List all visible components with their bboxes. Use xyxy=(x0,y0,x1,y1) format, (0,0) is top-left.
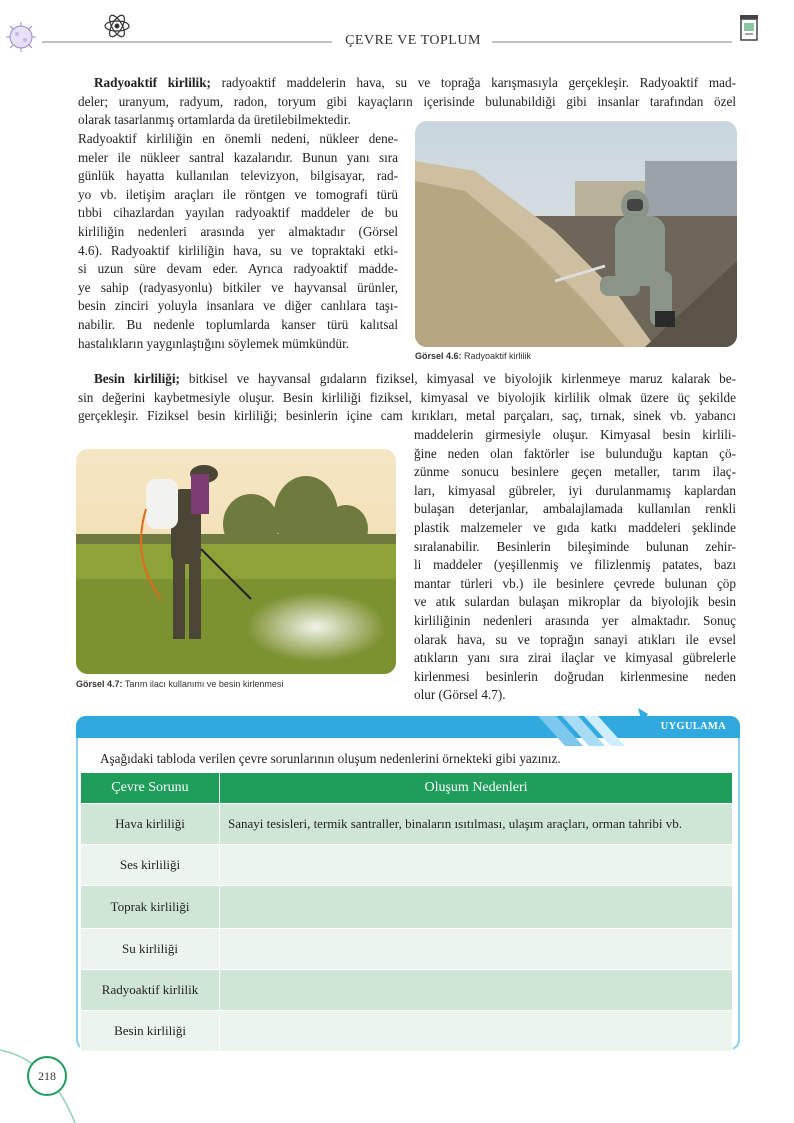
problem-cell: Toprak kirliliği xyxy=(81,886,220,929)
text-line: maddelerin girmesiyle oluşur. Kimyasal besin kirlili- xyxy=(414,427,736,442)
text-line: sıralanabilir. Besinlerin bileşiminde bulunan zehir- xyxy=(414,538,736,554)
column-header-problem: Çevre Sorunu xyxy=(81,773,220,804)
cause-cell[interactable] xyxy=(220,929,733,970)
table-row xyxy=(81,845,733,886)
text-line: kirlenmesi besinlerin doğrudan kirlenmesine neden xyxy=(414,668,736,684)
text-line: olarak hava, su ve toprağın sanayi atıkları ile evsel xyxy=(414,631,736,647)
text-line: ğine neden olan faktörler ise bulunduğu kaptan çö- xyxy=(414,445,736,461)
text-line: besin zinciri yoluyla insanlara ve diğer canlılara taşı- xyxy=(78,298,398,314)
pesticide-spraying-photo xyxy=(76,449,396,674)
text-line: gerçekleşir. Fiziksel besin kirliliği; besinlerin içine cam kırıkları, metal parçaları, saç, tırnak, sinek vb. yabancı xyxy=(78,408,736,424)
text-line: olur (Görsel 4.7). xyxy=(414,687,506,703)
cause-cell[interactable] xyxy=(220,1011,733,1052)
column-header-causes: Oluşum Nedenleri xyxy=(220,773,733,804)
photo-caption-4-7: Görsel 4.7: Tarım ilacı kullanımı ve besin kirlenmesi xyxy=(76,679,284,689)
besin-paragraph-top xyxy=(78,370,736,426)
text-line: si uzun süre devam eder. Ayrıca radyoaktif madde- xyxy=(78,261,398,277)
text-line: olarak tasarlanmış ortamlarda da üretilebilmektedir. xyxy=(78,112,351,128)
table-row xyxy=(81,804,733,845)
problem-cell: Radyoaktif kirlilik xyxy=(81,970,220,1011)
text-line: Radyoaktif kirlilik; radyoaktif maddelerin hava, su ve toprağa karışmasıyla gerçekleşir. Radyoaktif mad- xyxy=(94,75,736,90)
table-row xyxy=(81,929,733,970)
text-line: sin değerini kaybetmesiyle oluşur. Besin kirliliği fiziksel, kimyasal ve biyolojik kirlilik olmak üzere üç şekilde xyxy=(78,389,736,405)
uygulama-label: UYGULAMA xyxy=(660,721,726,732)
text-line: ve atık sulardan bulaşan mikroplar da biyolojik besin xyxy=(414,594,736,610)
text-line: plastik malzemeler ve gıda katkı maddeleri şeklinde xyxy=(414,519,736,535)
table-row xyxy=(81,886,733,929)
text-line: atıkların yanı sıra zirai ilaçlar ve kimyasal gübrelerle xyxy=(414,650,736,666)
text-line: meler ile nükleer santral kazalarıdır. Bunun yanı sıra xyxy=(78,149,398,165)
problem-cell: Ses kirliliği xyxy=(81,845,220,886)
text-line: li maddeler (yeşillenmiş ve filizlenmiş patates, bazı xyxy=(414,557,736,573)
problem-cell: Besin kirliliği xyxy=(81,1011,220,1052)
problem-cell: Su kirliliği xyxy=(81,929,220,970)
table-header-row xyxy=(81,773,733,804)
text-line: zünme sonucu besinlere geçen metaller, tarım ilaç- xyxy=(414,464,736,480)
virus-logo-icon xyxy=(2,20,40,54)
text-line: tıbbi cihazlardan yayılan radyoaktif maddeler de bu xyxy=(78,205,398,221)
text-line: bulaşan deterjanlar, ambalajlamada kullanılan renkli xyxy=(414,501,736,517)
stripe-decoration xyxy=(538,708,648,748)
atom-icon xyxy=(102,10,132,42)
text-line: kirliliğin nedenleri arasında yer almaktadır (Görsel xyxy=(78,223,398,239)
radioactive-pollution-photo xyxy=(415,121,737,347)
cause-cell: Sanayi tesisleri, termik santraller, binaların ısıtılması, ulaşım araçları, orman tahribi vb. xyxy=(220,804,733,845)
table-row xyxy=(81,970,733,1011)
text-line: kirliliğinin nedenleri arasında yer almaktadır. Sonuç xyxy=(414,612,736,628)
text-line: günlük hayatta kullanılan televizyon, bilgisayar, rad- xyxy=(78,168,398,184)
trash-bin-icon xyxy=(738,12,760,42)
text-line: nabilir. Bu nedenle toplumlarda kanser türü kalıtsal xyxy=(78,316,398,332)
page-header-title: ÇEVRE VE TOPLUM xyxy=(345,33,481,48)
problem-cell: Hava kirliliği xyxy=(81,804,220,845)
text-line: Radyoaktif kirliliğin en önemli nedeni, nükleer dene- xyxy=(78,131,398,146)
text-line: deler; uranyum, radyum, radon, toryum gibi kayaçların içerisinde bulunabildiği gibi insanlar tarafından özel xyxy=(78,93,736,109)
uygulama-instruction: Aşağıdaki tabloda verilen çevre sorunlarının oluşum nedenlerini örnekteki gibi yazınız. xyxy=(100,751,561,766)
pollution-table xyxy=(80,772,733,1052)
uygulama-header-bar xyxy=(76,716,740,738)
text-line: 4.6). Radyoaktif kirliliğin hava, su ve topraktaki etki- xyxy=(78,242,398,258)
text-line: ye sahip (radyasyonlu) bitkiler ve hayvansal ürünler, xyxy=(78,279,398,295)
cause-cell[interactable] xyxy=(220,845,733,886)
text-line: Besin kirliliği; bitkisel ve hayvansal gıdaların fiziksel, kimyasal ve biyolojik kirlenmeye maruz kalarak be- xyxy=(94,371,736,386)
text-line: ları, kimyasal gübreler, iyi durulanmamış kaplardan xyxy=(414,482,736,498)
photo-caption-4-6: Görsel 4.6: Radyoaktif kirlilik xyxy=(415,351,532,361)
page-number: 218 xyxy=(27,1056,67,1096)
besin-paragraph-column xyxy=(414,426,736,705)
text-line: hastalıkların yaygınlaştığını söylemek mümkündür. xyxy=(78,335,350,351)
text-line: yo vb. iletişim araçları ile röntgen ve tomografi türü xyxy=(78,186,398,202)
cause-cell[interactable] xyxy=(220,970,733,1011)
text-line: mantar türleri vb.) ile besinlere çevrede bulunan çöp xyxy=(414,575,736,591)
radyoaktif-paragraph-column xyxy=(78,130,398,353)
table-row xyxy=(81,1011,733,1052)
cause-cell[interactable] xyxy=(220,886,733,929)
